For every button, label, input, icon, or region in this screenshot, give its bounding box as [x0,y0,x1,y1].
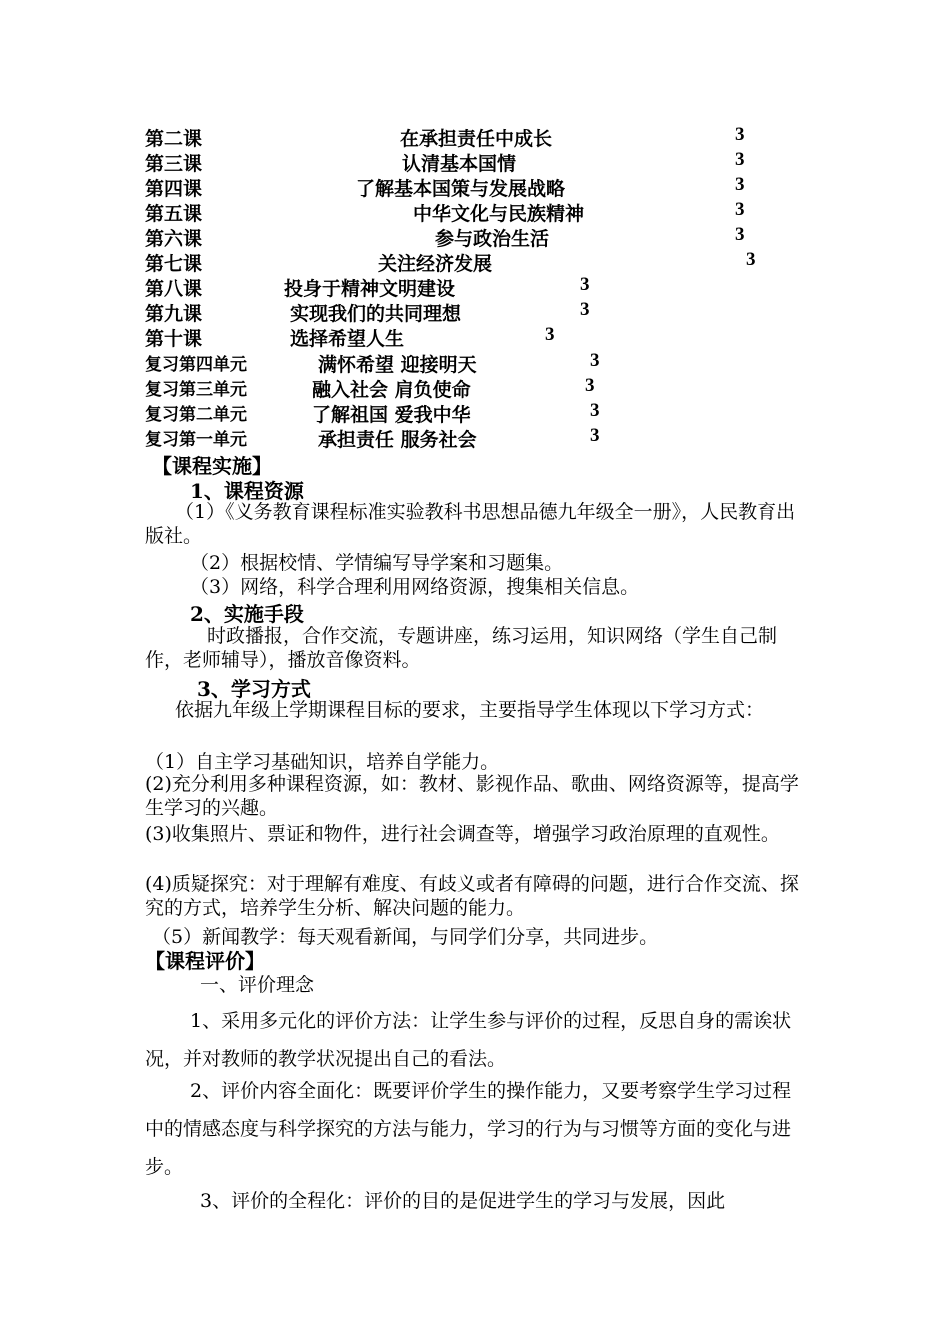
lesson-hours: 3 [735,199,745,220]
lesson-code: 复习第二单元 [145,405,247,425]
evaluation-item: 1、采用多元化的评价方法：让学生参与评价的过程，反思自身的需诶状况，并对教师的教学状况提出自己的看法。 [145,1010,792,1070]
lesson-title: 了解基本国策与发展战略 [356,178,566,200]
lesson-hours: 3 [735,224,745,245]
subheading-means: 2、实施手段 [190,602,304,626]
lesson-title: 实现我们的共同理想 [290,303,462,325]
resource-item: （1）《义务教育课程标准实验教科书思想品德九年级全一册》，人民教育出版社。 [145,501,796,547]
lesson-row [0,299,950,325]
lesson-title: 关注经济发展 [378,253,493,275]
lesson-title: 融入社会 肩负使命 [312,379,471,401]
methods-intro: 依据九年级上学期课程目标的要求，主要指导学生体现以下学习方式： [175,699,765,721]
lesson-row [0,425,950,451]
method-item: （1）自主学习基础知识，培养自学能力。 [145,751,500,773]
lesson-row [0,400,950,426]
lesson-row [0,375,950,401]
lesson-hours: 3 [746,249,756,270]
lesson-hours: 3 [545,324,555,345]
lesson-hours: 3 [590,350,600,371]
method-item: (2)充分利用多种课程资源，如：教材、影视作品、歌曲、网络资源等，提高学生学习的兴趣。 [145,773,799,819]
subheading-concept: 一、评价理念 [200,974,315,996]
subheading-resources: 1、课程资源 [190,479,304,503]
lesson-row [0,199,950,225]
lesson-title: 在承担责任中成长 [400,128,553,150]
lesson-code: 第四课 [145,178,203,200]
lesson-row [0,149,950,175]
lesson-hours: 3 [735,124,745,145]
lesson-code: 第九课 [145,303,203,325]
lesson-title: 选择希望人生 [290,328,405,350]
lesson-code: 第八课 [145,278,203,300]
resource-item: （2）根据校情、学情编写导学案和习题集。 [190,552,564,574]
section-heading-evaluation: 【课程评价】 [145,949,265,973]
lesson-row [0,324,950,350]
lesson-title: 投身于精神文明建设 [284,278,456,300]
lesson-title: 认清基本国情 [402,153,517,175]
lesson-title: 承担责任 服务社会 [318,429,477,451]
evaluation-item: 3、评价的全程化：评价的目的是促进学生的学习与发展，因此 [200,1190,726,1212]
lesson-title: 满怀希望 迎接明天 [318,354,477,376]
lesson-hours: 3 [580,299,590,320]
lesson-hours: 3 [735,149,745,170]
section-heading-implementation: 【课程实施】 [152,454,272,478]
means-text: 时政播报，合作交流，专题讲座，练习运用，知识网络（学生自己制作，老师辅导），播放音像资料。 [145,625,778,671]
lesson-hours: 3 [735,174,745,195]
lesson-row [0,249,950,275]
lesson-hours: 3 [585,375,595,396]
lesson-hours: 3 [590,400,600,421]
lesson-hours: 3 [580,274,590,295]
lesson-code: 第三课 [145,153,203,175]
lesson-code: 复习第四单元 [145,355,247,375]
lesson-title: 了解祖国 爱我中华 [312,404,471,426]
lesson-code: 复习第一单元 [145,430,247,450]
lesson-title: 参与政治生活 [435,228,550,250]
lesson-code: 第十课 [145,328,203,350]
method-item: (3)收集照片、票证和物件，进行社会调查等，增强学习政治原理的直观性。 [145,823,780,845]
method-item: (4)质疑探究：对于理解有难度、有歧义或者有障碍的问题，进行合作交流、探究的方式，培养学生分析、解决问题的能力。 [145,873,799,919]
lesson-title: 中华文化与民族精神 [413,203,585,225]
lesson-code: 复习第三单元 [145,380,247,400]
lesson-hours: 3 [590,425,600,446]
method-item: （5）新闻教学：每天观看新闻，与同学们分享，共同进步。 [152,926,659,948]
lesson-row [0,124,950,150]
lesson-code: 第七课 [145,253,203,275]
lesson-code: 第二课 [145,128,203,150]
subheading-methods: 3、学习方式 [197,677,311,701]
lesson-row [0,224,950,250]
lesson-row [0,274,950,300]
lesson-row [0,174,950,200]
resource-item: （3）网络，科学合理利用网络资源，搜集相关信息。 [190,576,640,598]
evaluation-item: 2、评价内容全面化：既要评价学生的操作能力，又要考察学生学习过程中的情感态度与科学探究的方法与能力，学习的行为与习惯等方面的变化与进步。 [145,1080,792,1178]
lesson-row [0,350,950,376]
lesson-code: 第六课 [145,228,203,250]
lesson-code: 第五课 [145,203,203,225]
